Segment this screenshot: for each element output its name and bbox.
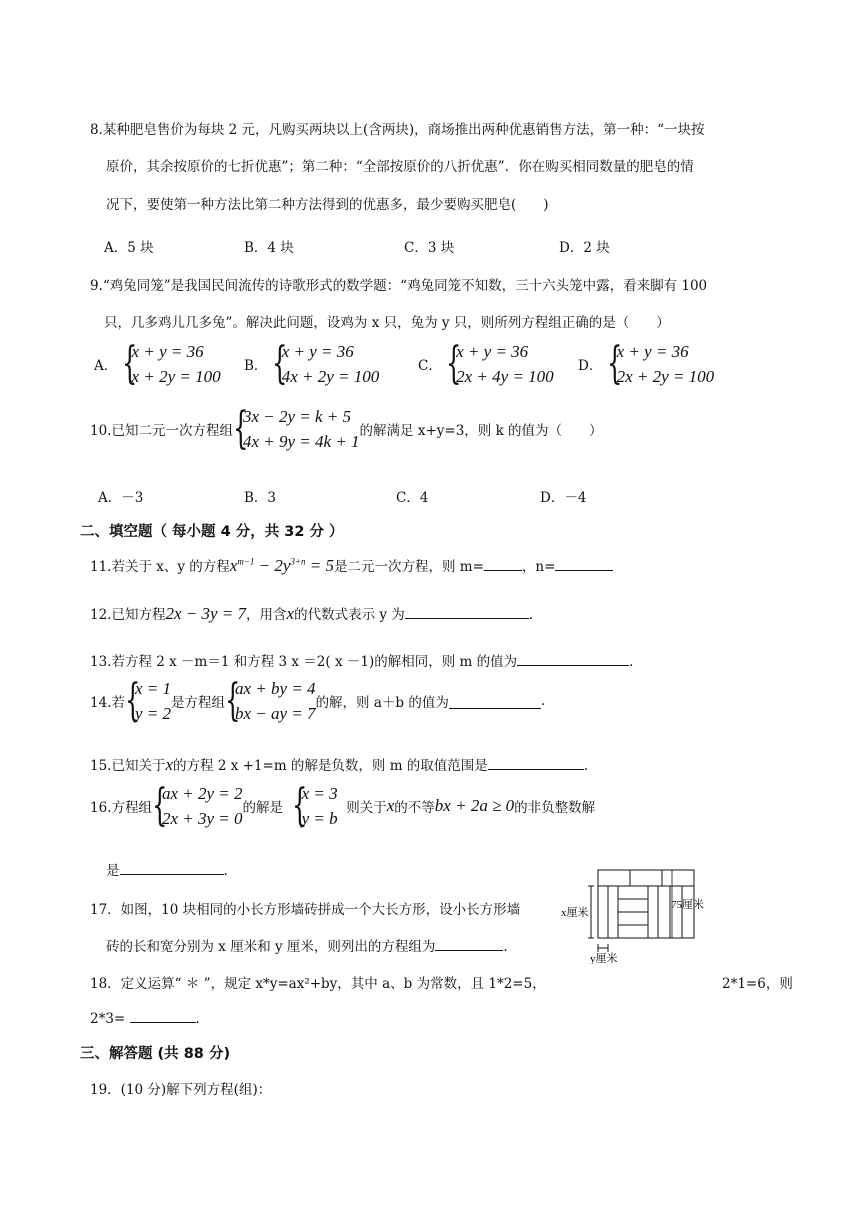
q17-line2-text: 砖的长和宽分别为 x 厘米和 y 厘米，则列出的方程组为 (106, 939, 436, 955)
q18-line2-text: 2*3= (90, 1011, 126, 1027)
equation-line: 4x + 9y = 4k + 1 (242, 432, 360, 451)
answer-blank[interactable] (555, 556, 613, 571)
label-y-cm: y厘米 (590, 953, 618, 964)
q8-option-a: A．5 块 (104, 240, 154, 256)
q10-system: { 3x − 2y = k + 5 4x + 9y = 4k + 1 (232, 403, 360, 454)
q16-inequality: bx + 2a ≥ 0 (434, 796, 515, 815)
q16-system: { ax + 2y = 2 2x + 3y = 0 (151, 780, 243, 831)
equation-term: = 5 (305, 556, 335, 575)
q13-text: 13.若方程 2 x －m＝1 和方程 3 x ＝2( x －1)的解相同，则 m 的值为 (90, 654, 518, 670)
section-heading-fill-in: 二、填空题（ 每小题 4 分，共 32 分 ） (80, 524, 344, 540)
answer-blank[interactable] (517, 651, 629, 666)
q10-option-c: C．4 (396, 490, 429, 506)
q18-line1-right: 2*1=6，则 (722, 976, 793, 992)
q8-option-d: D．2 块 (559, 240, 610, 256)
q9-option-b (244, 339, 379, 389)
q14-suffix: 的解，则 a＋b 的值为 (315, 695, 449, 711)
equation-line: x = 3 (301, 784, 338, 803)
q9-line2: 只，几多鸡儿几多兔”。解决此问题，设鸡为 x 只，兔为 y 只，则所列方程组正确的是（ ） (104, 315, 670, 331)
q14-mid: 是方程组 (171, 695, 226, 711)
q17-line1: 17．如图，10 块相同的小长方形墙砖拼成一个大长方形，设小长方形墙 (90, 902, 521, 918)
q11-equation (230, 556, 334, 575)
equation-line: x + 2y = 100 (131, 367, 221, 386)
q12-end: . (528, 607, 534, 623)
q10-option-a: A．－3 (98, 490, 144, 506)
q16-line2 (106, 859, 228, 879)
q17-end: . (503, 939, 508, 955)
equation-line: y = 2 (134, 704, 172, 723)
q14-end: . (540, 693, 546, 709)
q14 (90, 676, 545, 726)
answer-blank[interactable] (484, 556, 522, 571)
equation-line: 2x + 2y = 100 (616, 367, 715, 386)
q9-option-d-label: D． (578, 358, 603, 374)
q10-suffix: 的解满足 x+y=3，则 k 的值为（ ） (359, 423, 603, 439)
equation-line: ax + 2y = 2 (161, 784, 243, 803)
q9-option-d-system: { x + y = 36 2x + 2y = 100 (606, 338, 715, 389)
q8-option-c: C．3 块 (404, 240, 455, 256)
q16 (90, 781, 595, 831)
equation-line: y = b (301, 809, 338, 828)
equation-term: x (229, 556, 238, 575)
q18-line1: 18．定义运算“ ＊ ”，规定 x*y=ax²+by，其中 a、b 为常数，且 1*2=5， (90, 976, 546, 992)
q12-var: x (286, 604, 295, 623)
q11-mid: 是二元一次方程，则 m= (334, 559, 484, 575)
exponent: m−1 (237, 556, 255, 567)
q10-stem (90, 404, 603, 454)
q19: 19．(10 分)解下列方程(组)： (90, 1082, 272, 1098)
answer-blank[interactable] (405, 604, 529, 619)
q18-end: . (195, 1011, 200, 1027)
equation-line: 3x − 2y = k + 5 (242, 407, 352, 426)
q8-option-b: B．4 块 (244, 240, 294, 256)
q9-option-b-label: B． (244, 358, 268, 374)
q9-option-c-label: C． (418, 358, 442, 374)
q9-option-a (94, 339, 221, 389)
answer-blank[interactable] (120, 860, 224, 875)
q14-system: { ax + by = 4 bx − ay = 7 (225, 675, 316, 726)
q9-option-d (578, 339, 714, 389)
q11-sep: ，n= (521, 559, 556, 575)
q9-line1: 9.“鸡兔同笼”是我国民间流传的诗歌形式的数学题：“鸡兔同笼不知数，三十六头笼中露，看来脚有 100 (90, 278, 708, 294)
q17-line2 (106, 935, 508, 955)
q12-equation: 2x − 3y = 7 (165, 604, 247, 623)
equation-line: x = 1 (134, 679, 172, 698)
q15-var: x (165, 755, 174, 774)
q8-line2: 原价，其余按原价的七折优惠”；第二种：“全部按原价的八折优惠”．你在购买相同数量的肥皂的情 (106, 159, 694, 175)
q15-suffix: 的方程 2 x +1=m 的解是负数，则 m 的取值范围是 (173, 758, 488, 774)
q15 (90, 754, 588, 775)
q9-option-c (418, 339, 554, 389)
q12-mid: ，用含 (246, 607, 287, 623)
q16-var: x (386, 796, 395, 815)
answer-blank[interactable] (435, 936, 503, 951)
q9-option-a-label: A． (94, 358, 118, 374)
answer-blank[interactable] (449, 694, 541, 709)
q10-prefix: 10.已知二元一次方程组 (90, 423, 233, 439)
answer-blank[interactable] (130, 1008, 196, 1023)
equation-line: x + y = 36 (281, 342, 354, 361)
equation-line: ax + by = 4 (235, 679, 316, 698)
equation-line: 4x + 2y = 100 (281, 367, 380, 386)
q14-solution: { x = 1 y = 2 (124, 675, 172, 726)
q12-suffix: 的代数式表示 y 为 (294, 607, 405, 623)
q16-mid: 的解是 (242, 800, 284, 816)
answer-blank[interactable] (488, 755, 584, 770)
q9-option-b-system: { x + y = 36 4x + 2y = 100 (271, 338, 380, 389)
equation-line: x + y = 36 (616, 342, 689, 361)
equation-line: 2x + 4y = 100 (456, 367, 554, 386)
q9-option-a-system: { x + y = 36 x + 2y = 100 (121, 338, 221, 389)
equation-line: 2x + 3y = 0 (161, 809, 243, 828)
q16-suffix1: 则关于 (346, 800, 387, 816)
q16-solution: { x = 3 y = b (291, 780, 338, 831)
q11 (90, 555, 613, 576)
q16-suffix2: 的不等 (394, 800, 435, 816)
q12 (90, 603, 533, 624)
q8-line1: 8.某种肥皂售价为每块 2 元，凡购买两块以上(含两块)，商场推出两种优惠销售方法，第一种：“一块按 (90, 122, 705, 138)
equation-line: x + y = 36 (131, 342, 204, 361)
equation-line: bx − ay = 7 (235, 704, 316, 723)
exponent: 3+n (290, 556, 306, 567)
label-75-cm: 75厘米 (671, 899, 704, 911)
q12-prefix: 12.已知方程 (90, 607, 166, 623)
q16-prefix: 16.方程组 (90, 800, 152, 816)
q14-prefix: 14.若 (90, 695, 125, 711)
q16-suffix3: 的非负整数解 (514, 800, 596, 816)
q16-line2-text: 是 (106, 863, 120, 879)
equation-term: − 2y (254, 556, 291, 575)
q13 (90, 650, 633, 670)
q16-end: . (223, 863, 228, 879)
q8-line3: 况下，要使第一种方法比第二种方法得到的优惠多，最少要购买肥皂( ) (106, 197, 549, 213)
q15-prefix: 15.已知关于 (90, 758, 166, 774)
q10-option-d: D．－4 (540, 490, 587, 506)
q9-option-c-system: { x + y = 36 2x + 4y = 100 (446, 338, 554, 389)
q18-line2 (90, 1008, 200, 1027)
equation-line: x + y = 36 (456, 342, 529, 361)
brick-wall-figure (558, 864, 718, 964)
label-x-cm: x厘米 (561, 907, 589, 919)
q13-end: . (629, 654, 634, 670)
q11-prefix: 11.若关于 x、y 的方程 (90, 559, 230, 575)
q10-option-b: B．3 (244, 490, 277, 506)
section-heading-answers: 三、解答题 (共 88 分) (80, 1046, 231, 1062)
q15-end: . (583, 758, 589, 774)
